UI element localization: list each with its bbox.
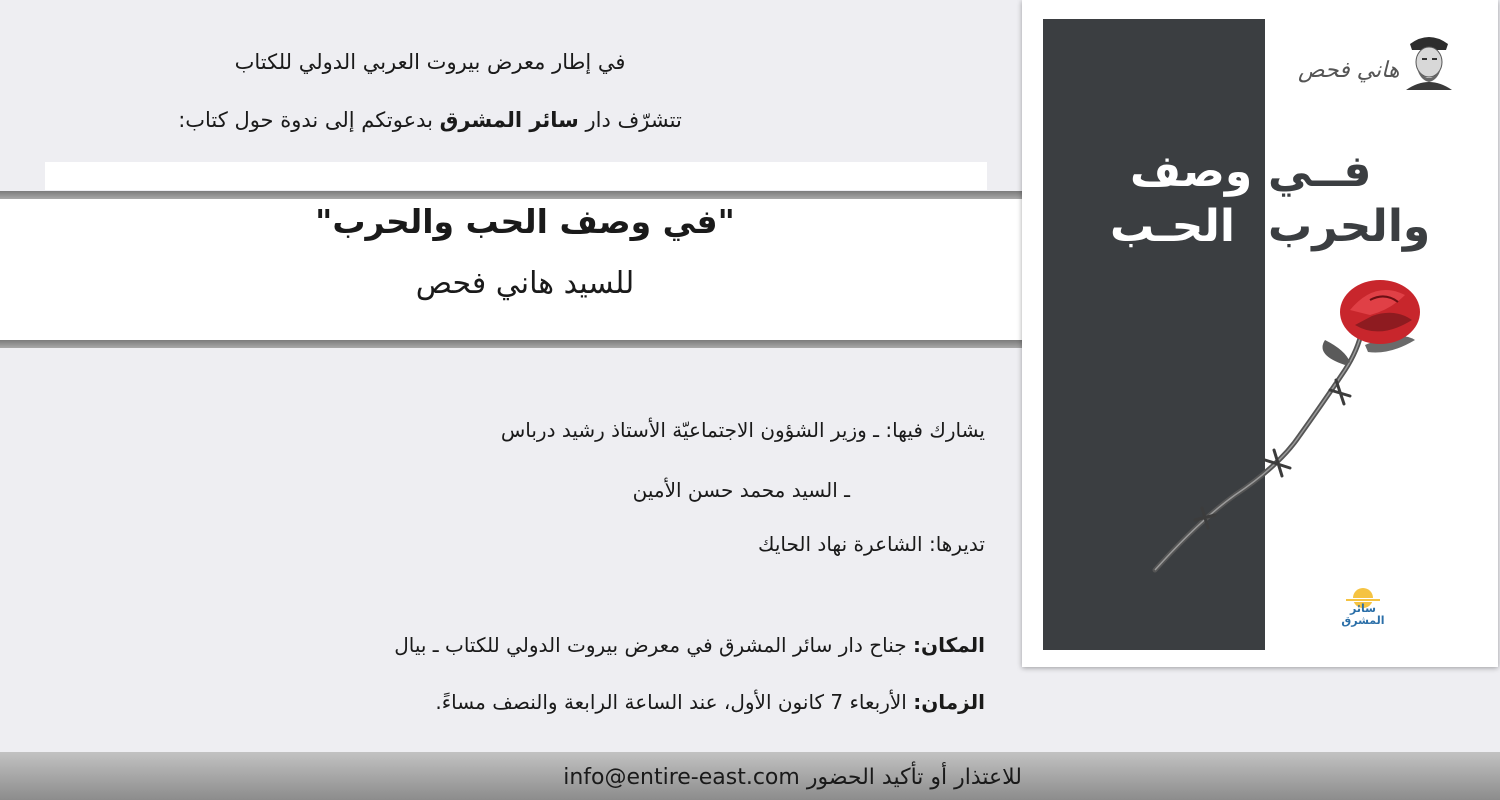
white-strip xyxy=(45,162,987,190)
intro-line-2 xyxy=(40,108,820,133)
place-line xyxy=(394,633,985,657)
place-label: المكان: xyxy=(913,633,985,657)
participants-line-2: ـ السيد محمد حسن الأمين xyxy=(632,478,850,502)
book-author: للسيد هاني فحص xyxy=(415,266,635,301)
time-line xyxy=(435,690,985,714)
cover-title-word-2: وصف xyxy=(1130,146,1253,197)
publisher-logo-line-2: المشرق xyxy=(1341,613,1385,627)
cover-author-signature: هاني فحص xyxy=(1298,58,1400,83)
rsvp-email-link[interactable]: info@entire-east.com xyxy=(563,765,800,790)
publisher-logo-text xyxy=(1340,603,1386,626)
title-band-top-border xyxy=(0,191,1022,199)
book-title: "في وصف الحب والحرب" xyxy=(315,202,735,241)
moderator-line: تديرها: الشاعرة نهاد الحايك xyxy=(757,532,985,556)
intro-line-1: في إطار معرض بيروت العربي الدولي للكتاب xyxy=(234,50,626,74)
cover-title-word-4: الحـب xyxy=(1110,201,1235,252)
author-portrait-icon xyxy=(1400,30,1458,90)
publisher-logo-line-1: سائر xyxy=(1350,602,1376,615)
time-value: الأربعاء 7 كانون الأول، عند الساعة الرابعة والنصف مساءً. xyxy=(435,690,907,714)
cover-title-word-1: فــي xyxy=(1268,146,1372,197)
footer-rsvp xyxy=(300,765,1022,790)
time-label: الزمان: xyxy=(913,690,985,714)
rsvp-text: للاعتذار أو تأكيد الحضور xyxy=(806,765,1022,790)
intro-line-2-end: بدعوتكم إلى ندوة حول كتاب: xyxy=(178,108,433,132)
cover-title-word-3: والحرب xyxy=(1268,201,1431,252)
title-band-bottom-border xyxy=(0,340,1022,348)
intro-line-2-start: تتشرّف دار xyxy=(585,108,682,132)
barbed-wire-rose-icon xyxy=(1140,270,1440,580)
place-value: جناح دار سائر المشرق في معرض بيروت الدولي للكتاب ـ بيال xyxy=(394,633,907,657)
publisher-name: سائر المشرق xyxy=(439,108,579,132)
participants-line-1: يشارك فيها: ـ وزير الشؤون الاجتماعيّة الأستاذ رشيد درباس xyxy=(500,418,985,442)
